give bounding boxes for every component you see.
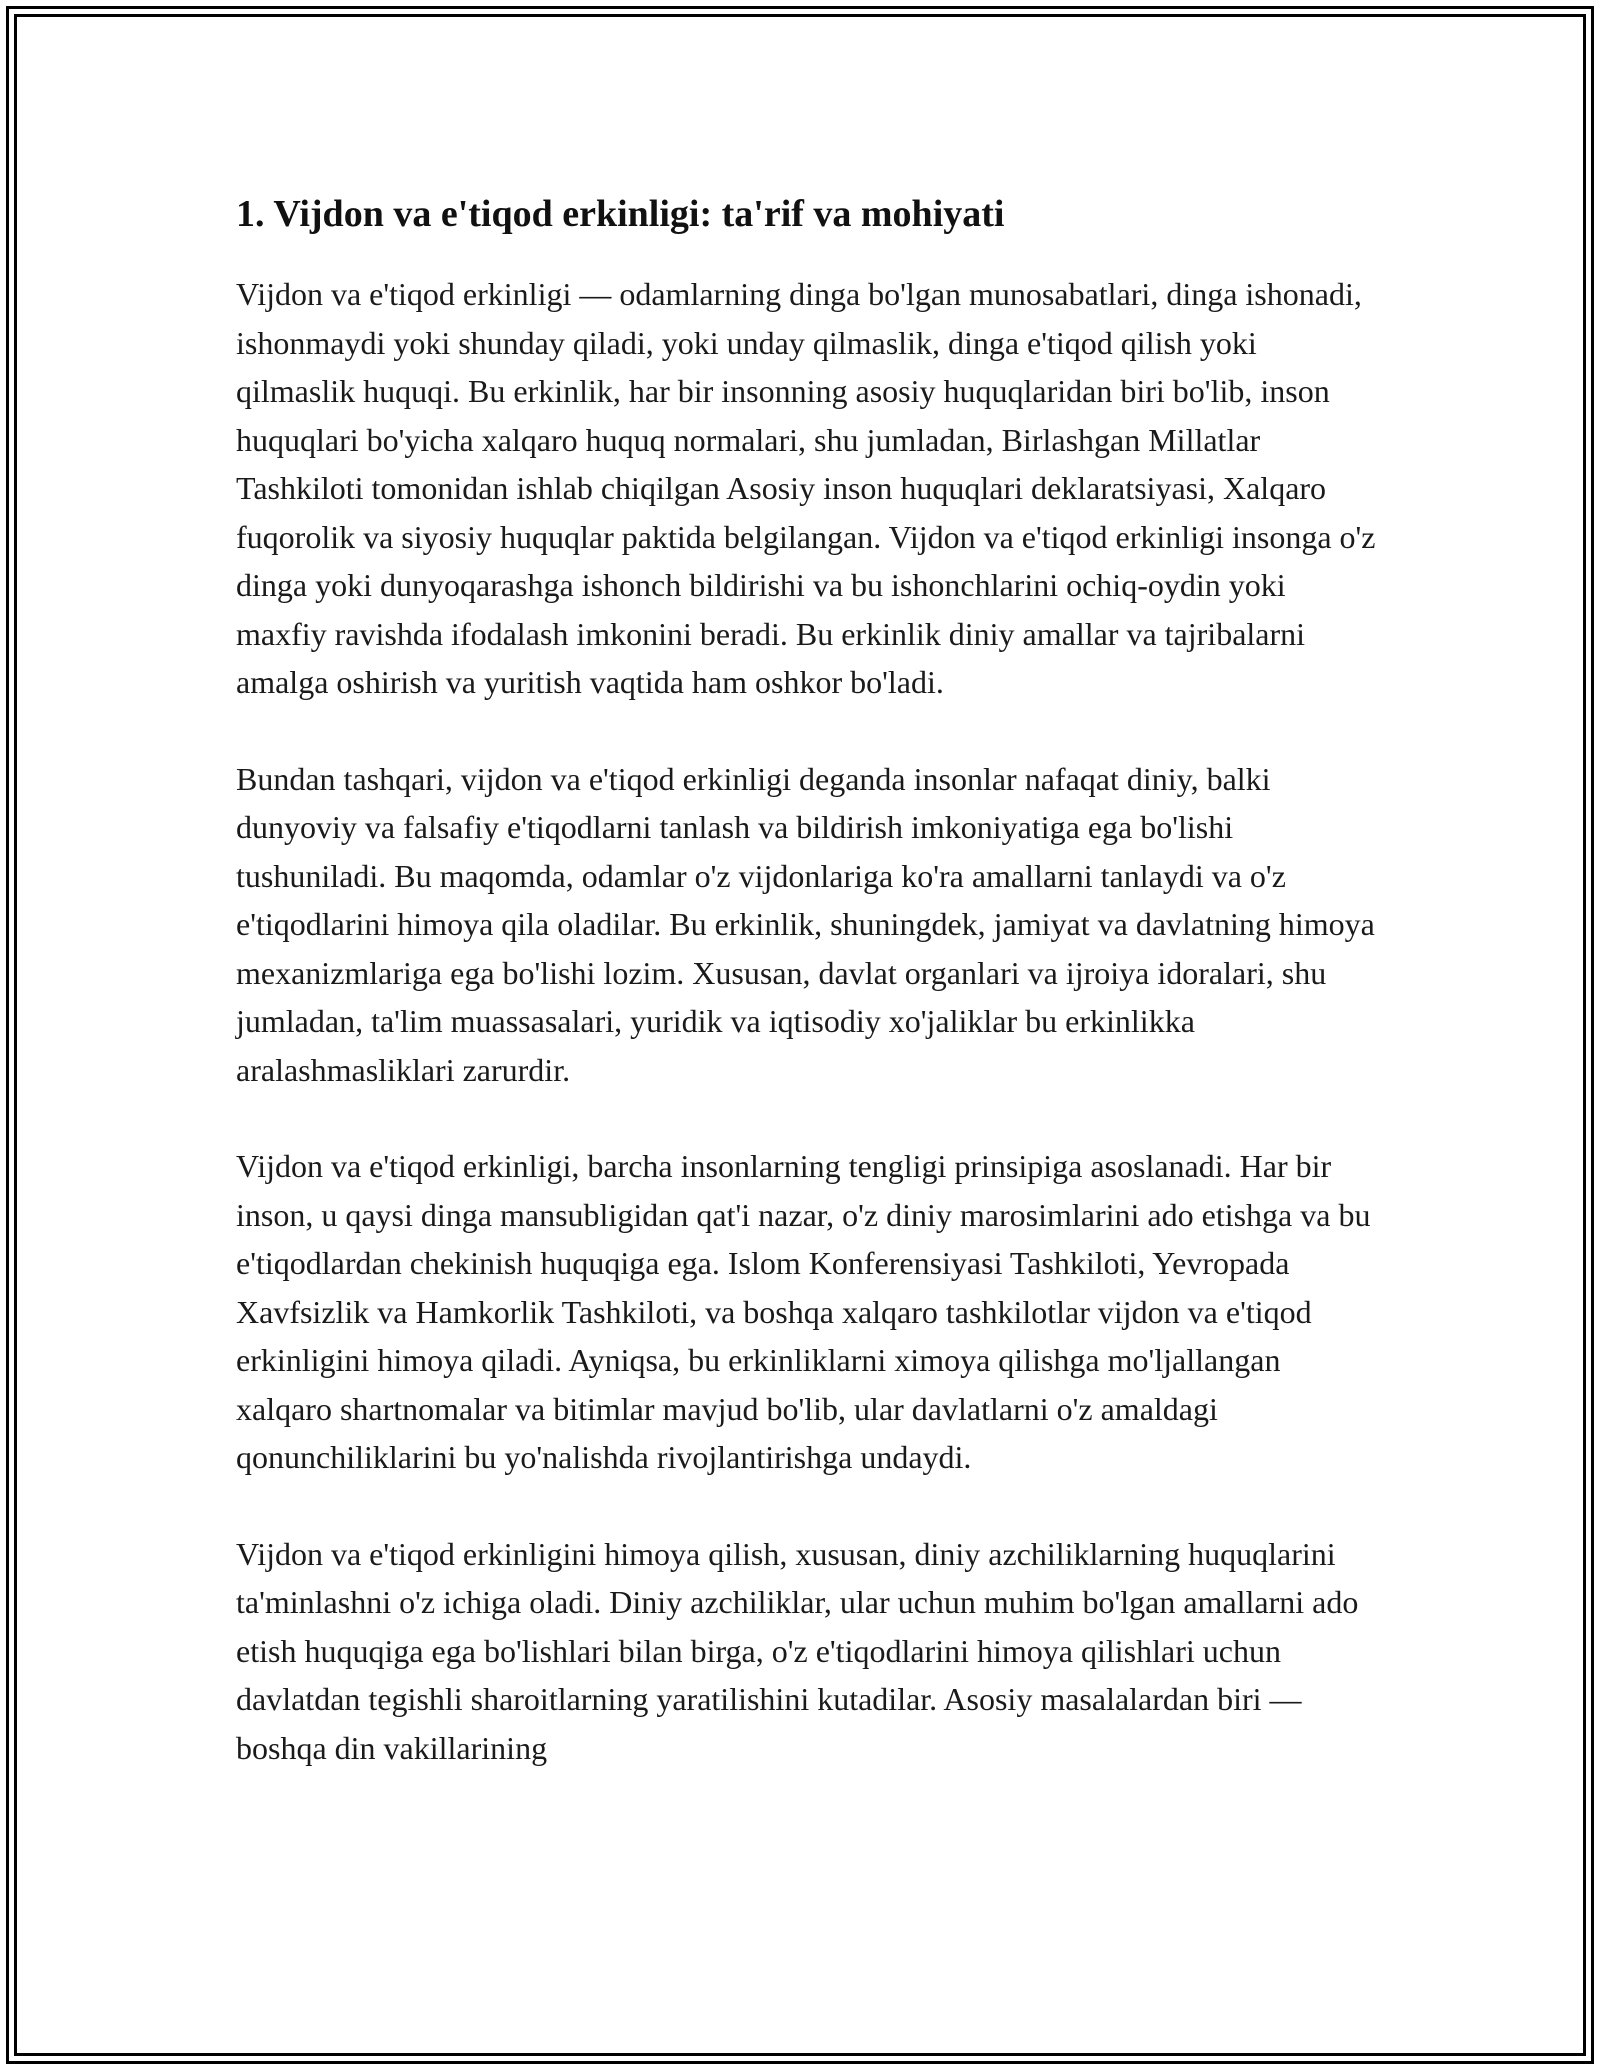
paragraph-1: Vijdon va e'tiqod erkinligi — odamlarning dinga bo'lgan munosabatlari, dinga ishonadi, ishonmaydi yoki shunday qiladi, yoki unday qilmaslik, dinga e'tiqod qilish yoki qilmaslik huquqi. Bu erkinlik, har bir insonning asosiy huquqlaridan biri bo'lib, inson huquqlari bo'yicha xalqaro huquq normalari, shu jumladan, Birlashgan Millatlar Tashkiloti tomonidan ishlab chiqilgan Asosiy inson huquqlari deklaratsiyasi, Xalqaro fuqorolik va siyosiy huquqlar paktida belgilangan. Vijdon va e'tiqod erkinligi insonga o'z dinga yoki dunyoqarashga ishonch bildirishi va bu ishonchlarini ochiq-oydin yoki maxfiy ravishda ifodalash imkonini beradi. Bu erkinlik diniy amallar va tajribalarni amalga oshirish va yuritish vaqtida ham oshkor bo'ladi.	[236, 276, 1376, 700]
paragraph-4: Vijdon va e'tiqod erkinligini himoya qilish, xususan, diniy azchiliklarning huquqlarini ta'minlashni o'z ichiga oladi. Diniy azchiliklar, ular uchun muhim bo'lgan amallarni ado etish huquqiga ega bo'lishlari bilan birga, o'z e'tiqodlarini himoya qilishlari uchun davlatdan tegishli sharoitlarning yaratilishini kutadilar. Asosiy masalalardan biri — boshqa din vakillarining	[236, 1535, 1359, 1766]
paragraph-3: Vijdon va e'tiqod erkinligi, barcha insonlarning tengligi prinsipiga asoslanadi. Har bir inson, u qaysi dinga mansubligidan qat'i nazar, o'z diniy marosimlarini ado etishga va bu e'tiqodlardan chekinish huquqiga ega. Islom Konferensiyasi Tashkiloti, Yevropada Xavfsizlik va Hamkorlik Tashkiloti, va boshqa xalqaro tashkilotlar vijdon va e'tiqod erkinligini himoya qiladi. Ayniqsa, bu erkinliklarni ximoya qilishga mo'ljallangan xalqaro shartnomalar va bitimlar mavjud bo'lib, ular davlatlarni o'z amaldagi qonunchiliklarini bu yo'nalishda rivojlantirishga undaydi.	[236, 1148, 1371, 1475]
document-body	[236, 186, 1376, 1820]
section-heading: 1. Vijdon va e'tiqod erkinligi: ta'rif va mohiyati	[236, 193, 1005, 235]
paragraph-2: Bundan tashqari, vijdon va e'tiqod erkinligi deganda insonlar nafaqat diniy, balki dunyoviy va falsafiy e'tiqodlarni tanlash va bildirish imkoniyatiga ega bo'lishi tushuniladi. Bu maqomda, odamlar o'z vijdonlariga ko'ra amallarni tanlaydi va o'z e'tiqodlarini himoya qila oladilar. Bu erkinlik, shuningdek, jamiyat va davlatning himoya mexanizmlariga ega bo'lishi lozim. Xususan, davlat organlari va ijroiya idoralari, shu jumladan, ta'lim muassasalari, yuridik va iqtisodiy xo'jaliklar bu erkinlikka aralashmasliklari zarurdir.	[236, 760, 1375, 1088]
